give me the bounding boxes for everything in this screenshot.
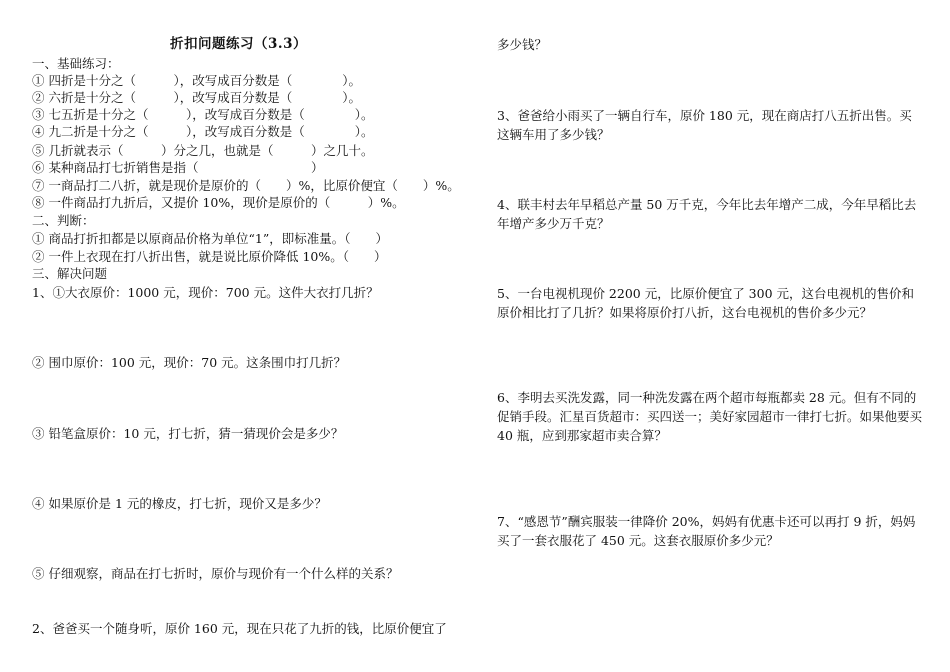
- section1-heading: 一、基础练习：: [32, 56, 120, 71]
- question-5: 5、一台电视机现价 2200 元，比原价便宜了 300 元，这台电视机的售价和原价相比打了几折？如果将原价打八折，这台电视机的售价多少元？: [497, 286, 915, 320]
- question-6: 6、李明去买洗发露，同一种洗发露在两个超市每瓶都卖 28 元。但有不同的促销手段。汇星百货超市：买四送一；美好家园超市一律打七折。如果他要买 40 瓶，应到那家超市卖合算？: [497, 390, 923, 443]
- section1-item-5: ⑤ 几折就表示（ ）分之几，也就是（ ）之几十。: [32, 143, 374, 158]
- question-1-part-4: ④ 如果原价是 1 元的橡皮，打七折，现价又是多少？: [32, 496, 327, 511]
- section3-heading: 三、解决问题: [32, 266, 108, 281]
- section1-item-6: ⑥ 某种商品打七折销售是指（ ）: [32, 160, 324, 175]
- question-1-part-5: ⑤ 仔细观察，商品在打七折时，原价与现价有一个什么样的关系？: [32, 566, 399, 581]
- worksheet-title: 折扣问题练习（3.3）: [170, 36, 307, 52]
- section1-item-7: ⑦ 一商品打二八折，就是现价是原价的（ ）%，比原价便宜（ ）%。: [32, 178, 460, 193]
- section2-heading: 二、判断：: [32, 213, 95, 228]
- question-1-intro: 1、①大衣原价：1000 元，现价：700 元。这件大衣打几折？: [32, 285, 379, 300]
- question-2-start: 2、爸爸买一个随身听，原价 160 元，现在只花了九折的钱，比原价便宜了: [32, 621, 447, 636]
- section1-item-3: ③ 七五折是十分之（ ），改写成百分数是（ ）。: [32, 107, 374, 122]
- section1-item-1: ① 四折是十分之（ ），改写成百分数是（ ）。: [32, 73, 361, 88]
- question-1-part-2: ② 围巾原价：100 元，现价：70 元。这条围巾打几折？: [32, 355, 347, 370]
- question-7: 7、“感恩节”酬宾服装一律降价 20%，妈妈有优惠卡还可以再打 9 折，妈妈买了一套衣服花了 450 元。这套衣服原价多少元？: [497, 514, 916, 548]
- question-4: 4、联丰村去年早稻总产量 50 万千克，今年比去年增产二成，今年早稻比去年增产多少万千克？: [497, 197, 917, 231]
- section1-item-2: ② 六折是十分之（ ），改写成百分数是（ ）。: [32, 90, 361, 105]
- question-1-part-3: ③ 铅笔盒原价：10 元，打七折，猜一猜现价会是多少？: [32, 426, 344, 441]
- section2-item-1: ① 商品打折扣都是以原商品价格为单位“1”，即标准量。（ ）: [32, 231, 388, 246]
- question-2-end: 多少钱？: [497, 37, 548, 52]
- section2-item-2: ② 一件上衣现在打八折出售，就是说比原价降低 10%。（ ）: [32, 249, 387, 264]
- section1-item-4: ④ 九二折是十分之（ ），改写成百分数是（ ）。: [32, 124, 374, 139]
- question-3: 3、爸爸给小雨买了一辆自行车，原价 180 元，现在商店打八五折出售。买这辆车用了多少钱？: [497, 108, 912, 142]
- section1-item-8: ⑧ 一件商品打九折后，又提价 10%，现价是原价的（ ）%。: [32, 195, 405, 210]
